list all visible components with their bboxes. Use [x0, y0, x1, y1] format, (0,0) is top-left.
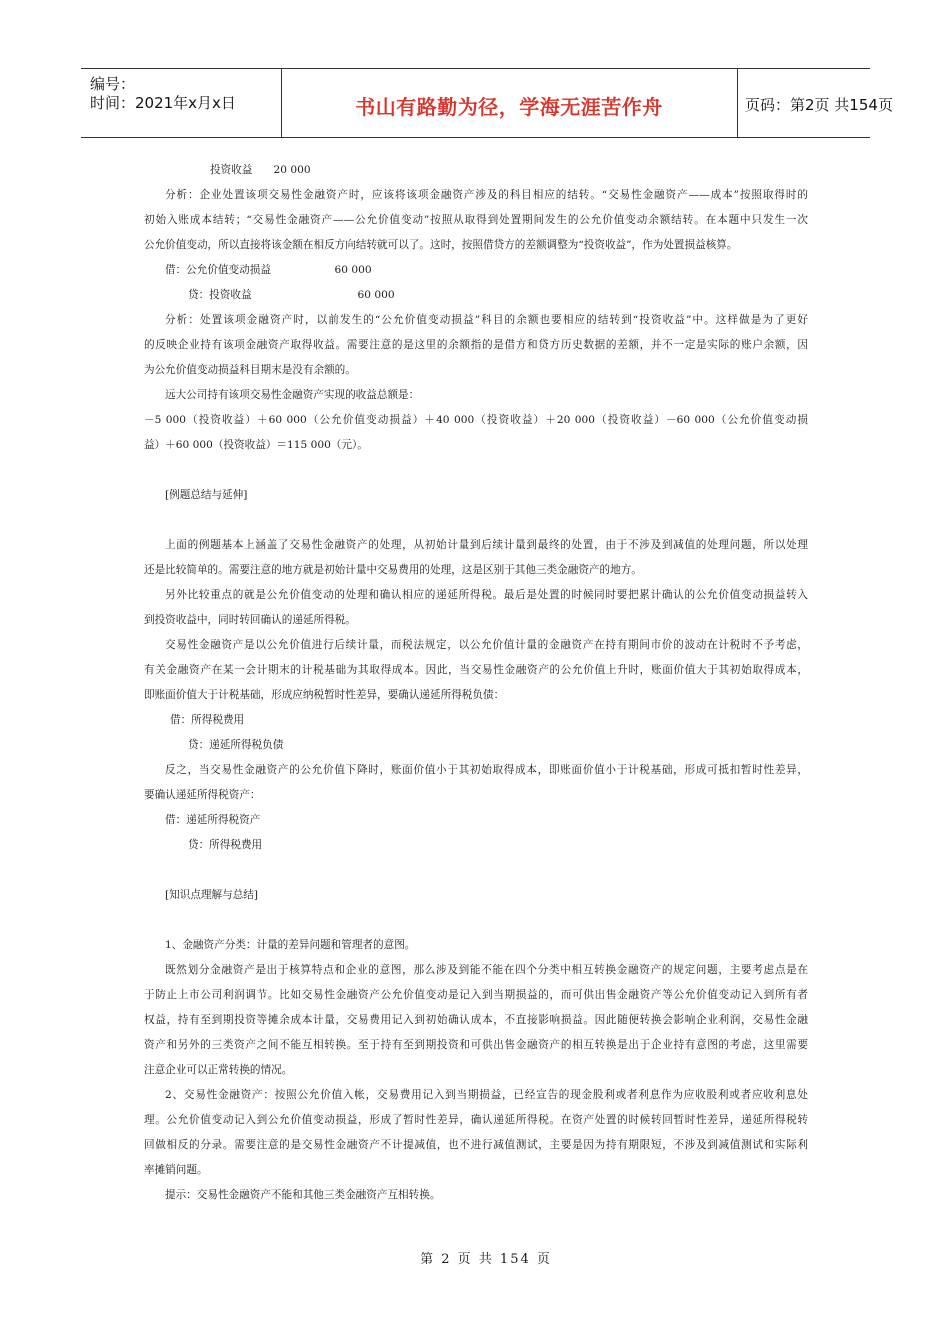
text-line: 公允价值变动，所以直接将该金额在相反方向结转就可以了。这时，按照借贷方的差额调整为“投资收益”，作为处置损益核算。	[144, 239, 738, 251]
text-line: 借：递延所得税资产	[165, 814, 261, 826]
page-footer: 第 2 页 共 154 页	[420, 1252, 552, 1267]
text-line: 贷：所得税费用	[188, 839, 263, 851]
document-date-label: 时间：2021年x月x日	[90, 94, 236, 112]
text-line: 理。公允价值变动记入到公允价值变动损益，形成了暂时性差异，确认递延所得税。在资产处置的时候转回暂时性差异，递延所得税转	[144, 1114, 808, 1126]
text-line: －5 000（投资收益）＋60 000（公允价值变动损益）＋40 000（投资收益）＋20 000（投资收益）－60 000（公允价值变动损	[144, 414, 808, 426]
text-line: 权益，持有至到期投资等摊余成本计量，交易费用记入到初始确认成本，不直接影响损益。因此随便转换会影响企业利润，交易性金融	[144, 1014, 808, 1026]
header-slogan: 书山有路勤为径，学海无涯苦作舟	[355, 95, 663, 119]
text-line: 贷：投资收益 60 000	[188, 289, 395, 301]
section-heading: [知识点理解与总结]	[165, 889, 259, 901]
page-header	[81, 68, 893, 138]
text-line: 回做相反的分录。需要注意的是交易性金融资产不计提减值，也不进行减值测试，主要是因为持有期限短，不涉及到减值测试和实际利	[144, 1139, 808, 1151]
text-line: 要确认递延所得税资产：	[144, 789, 261, 801]
text-line: 益）＋60 000（投资收益）＝115 000（元）。	[144, 439, 368, 451]
header-slogan-cell	[281, 69, 738, 137]
document-number-label: 编号：	[90, 75, 136, 93]
text-line: 注意企业可以正常转换的情况。	[144, 1064, 293, 1076]
text-line: 借：所得税费用	[170, 714, 245, 726]
text-line: 反之，当交易性金融资产的公允价值下降时，账面价值小于其初始取得成本，即账面价值小于计税基础，形成可抵扣暂时性差异，	[165, 764, 808, 776]
text-line: 既然划分金融资产是出于核算特点和企业的意图，那么涉及到能不能在四个分类中相互转换金融资产的规定问题，主要考虑点是在	[165, 964, 808, 976]
text-line: 分析：处置该项金融资产时，以前发生的“公允价值变动损益”科目的余额也要相应的结转到“投资收益”中。这样做是为了更好	[165, 314, 808, 326]
text-line: 提示：交易性金融资产不能和其他三类金融资产互相转换。	[165, 1189, 441, 1201]
text-line: 交易性金融资产是以公允价值进行后续计量，而税法规定，以公允价值计量的金融资产在持有期间市价的波动在计税时不予考虑，	[165, 639, 808, 651]
text-line: 有关金融资产在某一会计期末的计税基础为其取得成本。因此，当交易性金融资产的公允价值上升时，账面价值大于其初始取得成本，	[144, 664, 808, 676]
text-line: 初始入账成本结转；“交易性金融资产——公允价值变动”按照从取得到处置期间发生的公允价值变动余额结转。在本题中只发生一次	[144, 214, 808, 226]
text-line: 贷：递延所得税负债	[188, 739, 284, 751]
text-line: 分析：企业处置该项交易性金融资产时，应该将该项金融资产涉及的科目相应的结转。“交易性金融资产——成本”按照取得时的	[165, 189, 808, 201]
header-page-info: 页码：第2页 共154页	[745, 96, 893, 114]
text-line: 上面的例题基本上涵盖了交易性金融资产的处理，从初始计量到后续计量到最终的处置，由于不涉及到减值的处理问题，所以处理	[165, 539, 808, 551]
text-line: 的反映企业持有该项金融资产取得收益。需要注意的是这里的余额指的是借方和贷方历史数据的差额，并不一定是实际的账户余额，因	[144, 339, 808, 351]
text-line: 还是比较简单的。需要注意的地方就是初始计量中交易费用的处理，这是区别于其他三类金融资产的地方。	[144, 564, 642, 576]
header-page-cell	[737, 69, 893, 137]
text-line: 2、交易性金融资产：按照公允价值入帐，交易费用记入到当期损益，已经宣告的现金股利或者利息作为应收股利或者应收利息处	[165, 1089, 808, 1101]
text-line: 另外比较重点的就是公允价值变动的处理和确认相应的递延所得税。最后是处置的时候同时要把累计确认的公允价值变动损益转入	[165, 589, 808, 601]
section-heading: [例题总结与延伸]	[165, 489, 248, 501]
text-line: 远大公司持有该项交易性金融资产实现的收益总额是：	[165, 389, 420, 401]
text-line: 于防止上市公司利润调节。比如交易性金融资产公允价值变动是记入到当期损益的，而可供出售金融资产等公允价值变动记入到所有者	[144, 989, 808, 1001]
text-line: 借：公允价值变动损益 60 000	[165, 264, 372, 276]
text-line: 为公允价值变动损益科目期末是没有余额的。	[144, 364, 356, 376]
text-line: 1、金融资产分类：计量的差异问题和管理者的意图。	[165, 939, 416, 951]
header-info-cell	[81, 69, 282, 137]
text-line: 资产和另外的三类资产之间不能互相转换。至于持有至到期投资和可供出售金融资产的相互转换是出于企业持有意图的考虑，这里需要	[144, 1039, 808, 1051]
text-line: 投资收益 20 000	[210, 164, 311, 176]
text-line: 到投资收益中，同时转回确认的递延所得税。	[144, 614, 356, 626]
text-line: 率摊销问题。	[144, 1164, 208, 1176]
text-line: 即账面价值大于计税基础，形成应纳税暂时性差异，要确认递延所得税负债：	[144, 689, 505, 701]
